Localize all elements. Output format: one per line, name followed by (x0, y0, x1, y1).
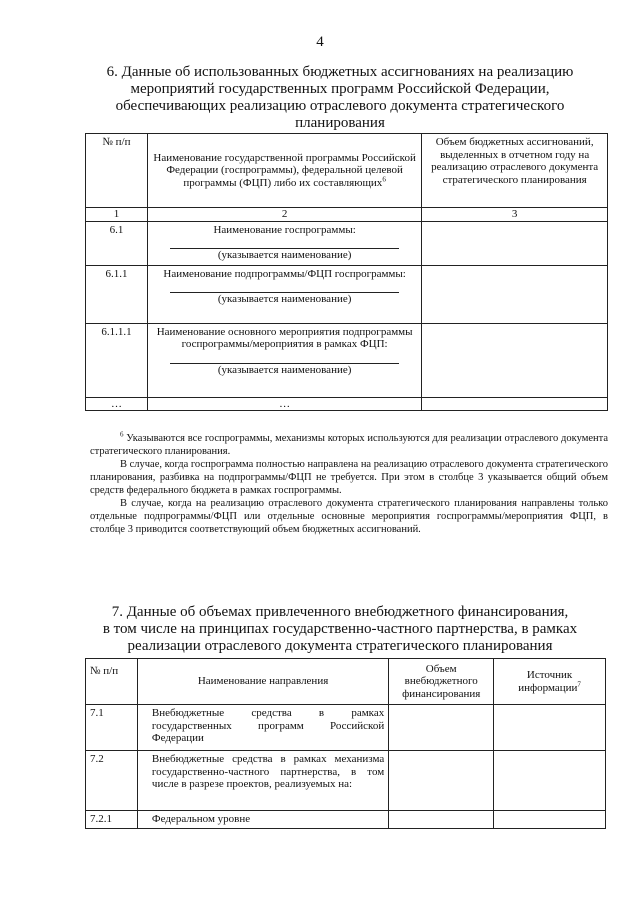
column-number: 3 (422, 208, 608, 222)
row-number: 7.1 (86, 705, 138, 751)
table-row (86, 811, 606, 829)
row-value-cell (422, 323, 608, 397)
row-name: Внебюджетные средства в рамках государственных программ Российской Федерации (137, 705, 388, 751)
column-number-row (86, 208, 608, 222)
page-number: 4 (316, 34, 324, 50)
column-number: 1 (86, 208, 148, 222)
section-7-title-line: реализации отраслевого документа стратегического планирования (127, 638, 553, 654)
footnote-ref: 6 (382, 175, 386, 184)
row-number: 6.1 (86, 221, 148, 265)
section-6-title-line: обеспечивающих реализацию отраслевого документа стратегического (115, 98, 565, 114)
table-header-row (86, 134, 608, 208)
header-cell-direction: Наименование направления (137, 659, 388, 705)
footnote-6 (90, 432, 608, 536)
table-row (86, 221, 608, 265)
row-number: 6.1.1.1 (86, 323, 148, 397)
section-7-title (70, 604, 610, 655)
row-source-cell (494, 705, 606, 751)
row-name: Наименование основного мероприятия подпрограммы госпрограммы/мероприятия в рамках ФЦП: (156, 325, 413, 350)
header-cell-financing-volume: Объем внебюджетного финансирования (389, 659, 494, 705)
section-7-title-line: 7. Данные об объемах привлеченного внебюджетного финансирования, (111, 604, 569, 620)
row-hint: (указывается наименование) (217, 363, 352, 376)
row-value-cell (389, 705, 494, 751)
table-row (86, 705, 606, 751)
ellipsis: … (86, 397, 148, 411)
row-name-cell (147, 221, 421, 265)
budget-allocations-table (85, 133, 608, 411)
header-cell-number: № п/п (86, 659, 138, 705)
header-cell-program-name (147, 134, 421, 208)
row-value-cell (389, 811, 494, 829)
row-number: 7.2.1 (86, 811, 138, 829)
column-number: 2 (147, 208, 421, 222)
footnote-ref: 7 (577, 679, 581, 688)
row-hint: (указывается наименование) (217, 249, 352, 261)
empty-cell (422, 397, 608, 411)
row-name-cell (147, 265, 421, 323)
fill-in-line (170, 280, 399, 293)
row-name: Наименование подпрограммы/ФЦП госпрограммы: (163, 267, 406, 280)
header-text: Источник информации (518, 669, 578, 694)
footnote-mark: 6 (120, 430, 124, 439)
header-cell-number: № п/п (86, 134, 148, 208)
footnote-paragraph: В случае, когда госпрограмма полностью направлена на реализацию отраслевого документа стратегического планирования, разбивка на подпрограммы/ФЦП не требуется. При этом в столбце 3 указывается общий объем средств федерального бюджета в рамках госпрограммы. (90, 459, 608, 496)
row-name: Наименование госпрограммы: (213, 223, 356, 236)
header-text: Наименование государственной программы Российской Федерации (госпрограммы), федеральной целевой программы (ФЦП) либо их составляющих (153, 151, 416, 189)
table-row (86, 323, 608, 397)
fill-in-line (170, 236, 399, 249)
row-name: Внебюджетные средства в рамках механизма государственно-частного партнерства, в том числе в разрезе проектов, реализуемых на: (137, 751, 388, 811)
row-number: 6.1.1 (86, 265, 148, 323)
row-name: Федеральном уровне (137, 811, 388, 829)
table-header-row (86, 659, 606, 705)
row-value-cell (422, 221, 608, 265)
table-row (86, 751, 606, 811)
section-6-title-line: 6. Данные об использованных бюджетных ассигнованиях на реализацию (106, 64, 574, 80)
extrabudgetary-financing-table (85, 658, 606, 829)
footnote-paragraph: В случае, когда на реализацию отраслевого документа стратегического планирования направлены только отдельные подпрограммы/ФЦП или отдельные основные мероприятия госпрограммы/мероприятия ФЦП, в столбце 3 приводится соответствующий объем бюджетных ассигнований. (90, 498, 608, 535)
row-hint: (указывается наименование) (217, 293, 352, 305)
table-row (86, 265, 608, 323)
footnote-paragraph: Указываются все госпрограммы, механизмы которых используются для реализации отраслевого документа стратегического планирования. (90, 433, 609, 457)
section-6-title-line: планирования (295, 115, 385, 131)
section-6-title (80, 64, 600, 132)
row-number: 7.2 (86, 751, 138, 811)
section-6-title-line: мероприятий государственных программ Российской Федерации, (130, 81, 550, 97)
row-value-cell (389, 751, 494, 811)
row-name-cell (147, 323, 421, 397)
header-cell-budget-volume: Объем бюджетных ассигнований, выделенных в отчетном году на реализацию отраслевого документа стратегического планирования (422, 134, 608, 208)
row-source-cell (494, 751, 606, 811)
fill-in-line (170, 351, 399, 364)
row-value-cell (422, 265, 608, 323)
header-cell-source (494, 659, 606, 705)
ellipsis: … (147, 397, 421, 411)
section-7-title-line: в том числе на принципах государственно-частного партнерства, в рамках (102, 621, 578, 637)
ellipsis-row (86, 397, 608, 411)
row-source-cell (494, 811, 606, 829)
